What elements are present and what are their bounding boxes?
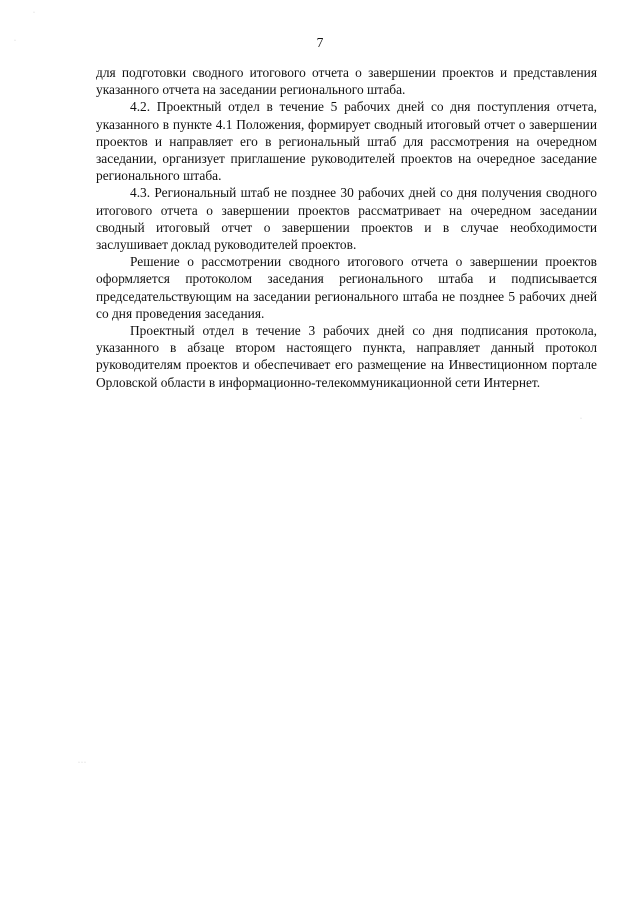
scan-speck: · — [580, 416, 582, 422]
document-body — [96, 64, 597, 391]
paragraph-4-3: 4.3. Региональный штаб не позднее 30 рабочих дней со дня получения сводного итогового отчета о завершении проектов рассматривает на очередном заседании сводный итоговый отчет о завершении проектов и в случае необходимости заслушивает доклад руководителей проектов. — [96, 185, 597, 253]
paragraph-continuation: для подготовки сводного итогового отчета о завершении проектов и представления указанного отчета на заседании регионального штаба. — [96, 65, 597, 98]
paragraph-4-2: 4.2. Проектный отдел в течение 5 рабочих дней со дня поступления отчета, указанного в пункте 4.1 Положения, формирует сводный итоговый отчет о завершении проектов и направляет его в региональный штаб для рассмотрения на очередном заседании, организует приглашение руководителей проектов на очередное заседание регионального штаба. — [96, 99, 597, 184]
scan-speck: ··· — [78, 760, 87, 766]
paragraph-protocol: Проектный отдел в течение 3 рабочих дней со дня подписания протокола, указанного в абзаце втором настоящего пункта, направляет данный протокол руководителям проектов и обеспечивает его размещение на Инвестиционном портале Орловской области в информационно-телекоммуникационной сети Интернет. — [96, 323, 597, 390]
scan-speck: · — [33, 10, 35, 16]
page-number: 7 — [316, 35, 324, 50]
scan-speck: · — [14, 38, 16, 44]
paragraph-decision: Решение о рассмотрении сводного итогового отчета о завершении проектов оформляется протоколом заседания регионального штаба и подписывается председательствующим на заседании регионального штаба не позднее 5 рабочих дней со дня проведения заседания. — [96, 254, 597, 321]
